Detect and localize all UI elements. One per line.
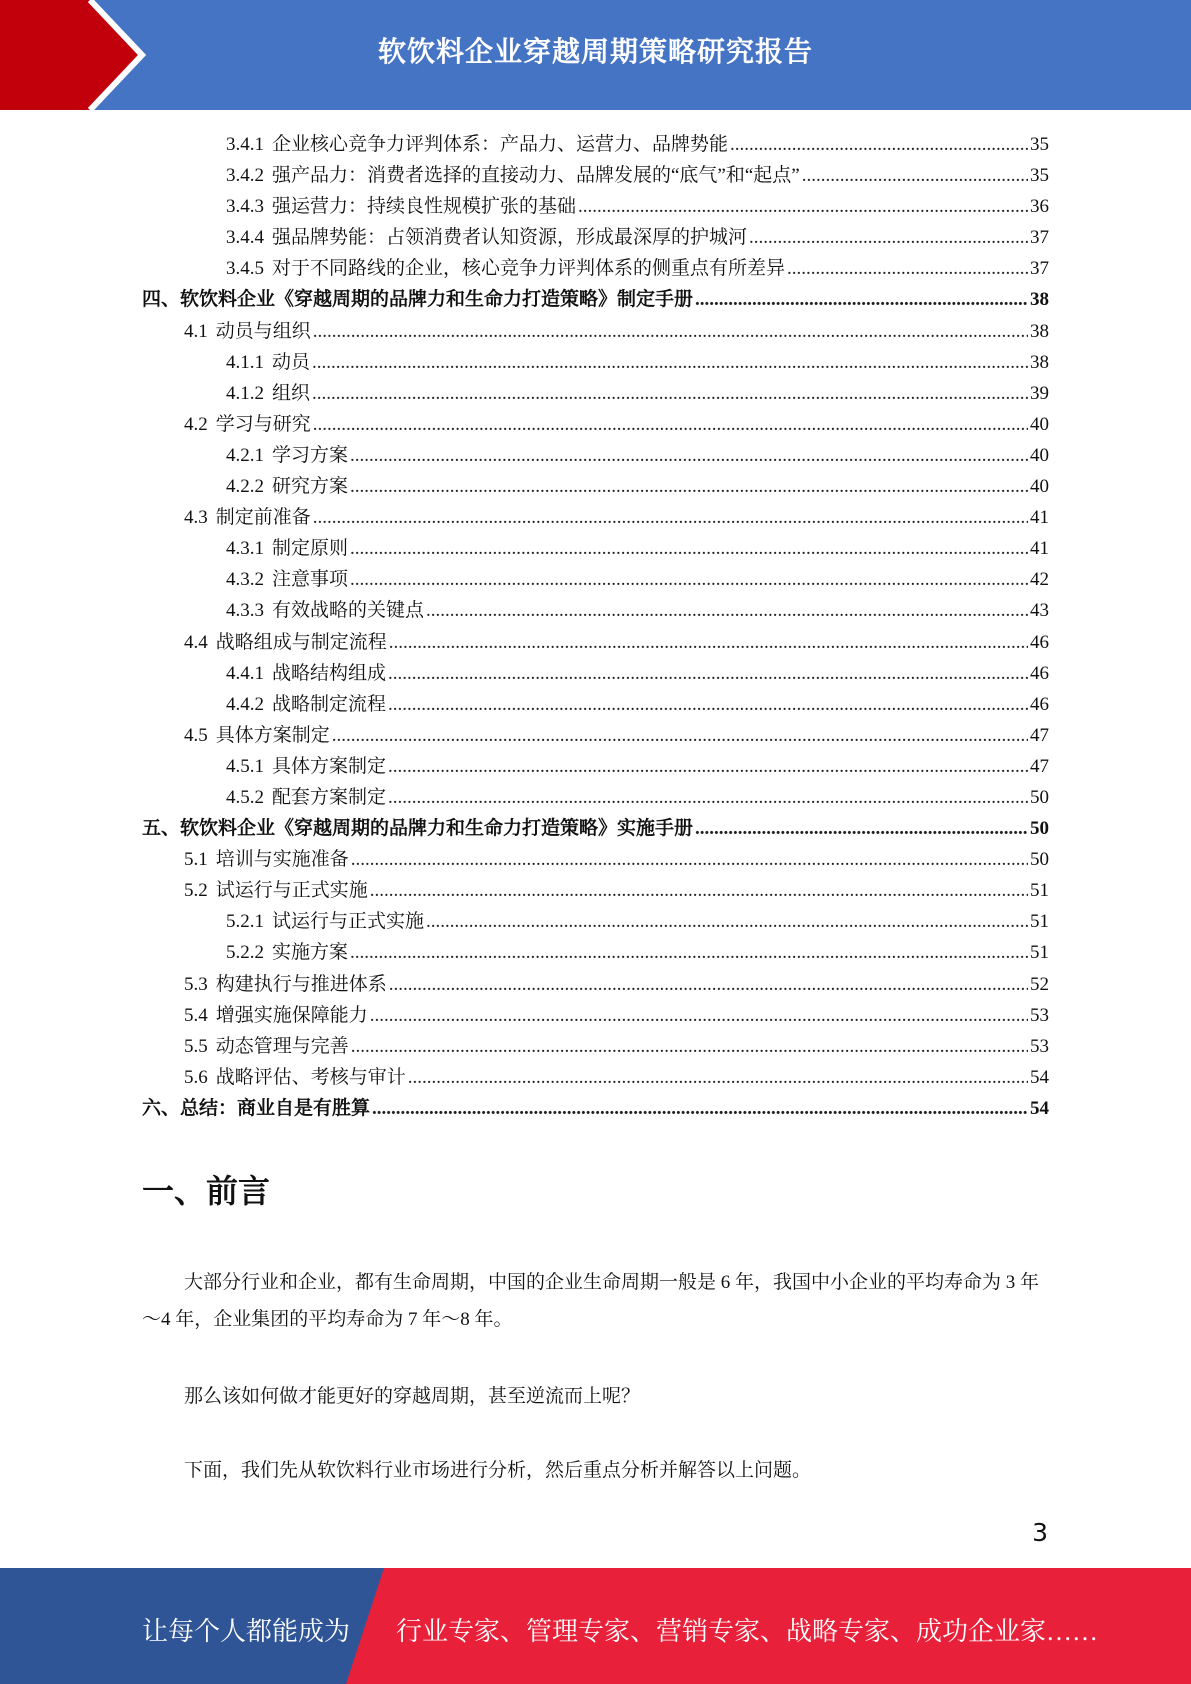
intro-paragraph-2: 那么该如何做才能更好的穿越周期，甚至逆流而上呢？ (184, 1386, 641, 1407)
toc-leader-dots (426, 595, 1028, 626)
toc-leader-dots (802, 160, 1028, 191)
toc-entry-title: 强品牌势能：占领消费者认知资源，形成最深厚的护城河 (272, 227, 748, 249)
toc-leader-dots (350, 471, 1028, 502)
toc-entry-title: 实施方案 (272, 942, 349, 964)
toc-entry-title: 制定原则 (272, 538, 349, 560)
toc-entry-number: 4.1 (184, 320, 208, 342)
toc-leader-dots (408, 1062, 1028, 1093)
toc-entry-number: 3.4.1 (226, 134, 264, 155)
toc-entry-page: 38 (1030, 351, 1049, 373)
toc-entry[interactable] (142, 316, 1049, 347)
toc-leader-dots (312, 347, 1028, 378)
toc-entry-page: 40 (1030, 413, 1049, 435)
toc-entry-page: 51 (1030, 880, 1049, 902)
toc-entry[interactable] (142, 720, 1049, 751)
toc-entry-number: 4.4.2 (226, 693, 264, 715)
toc-entry-number: 4.1.2 (226, 382, 264, 404)
table-of-contents (142, 129, 1049, 1124)
toc-entry[interactable] (142, 875, 1049, 906)
toc-entry-title: 具体方案制定 (215, 724, 330, 746)
toc-entry-page: 50 (1030, 818, 1049, 840)
intro-paragraph-3: 下面，我们先从软饮料行业市场进行分析，然后重点分析并解答以上问题。 (184, 1460, 812, 1481)
toc-entry-number: 5.5 (184, 1035, 208, 1057)
toc-entry-title: 组织 (272, 382, 311, 404)
toc-leader-dots (388, 782, 1028, 813)
toc-entry-page: 37 (1030, 227, 1049, 249)
page-header (0, 0, 1191, 110)
toc-entry[interactable] (142, 378, 1049, 409)
toc-entry-page: 40 (1030, 444, 1049, 466)
toc-leader-dots (372, 1093, 1028, 1124)
toc-entry-page: 43 (1030, 600, 1049, 622)
toc-entry-title: 制定前准备 (215, 507, 311, 529)
toc-entry-title: 配套方案制定 (272, 786, 387, 808)
toc-entry-number: 4.2.1 (226, 444, 264, 466)
toc-entry-number: 4.4 (184, 631, 208, 653)
footer-slogan-right: 行业专家、管理专家、营销专家、战略专家、成功企业家…… (396, 1617, 1099, 1646)
toc-leader-dots (388, 689, 1028, 720)
toc-entry[interactable] (142, 222, 1049, 253)
toc-entry[interactable] (142, 1000, 1049, 1031)
toc-entry-page: 38 (1030, 320, 1049, 342)
toc-entry[interactable] (142, 191, 1049, 222)
toc-entry-number: 5.4 (184, 1004, 208, 1026)
toc-entry-page: 47 (1030, 755, 1049, 777)
toc-entry-page: 38 (1030, 289, 1049, 311)
toc-entry[interactable] (142, 502, 1049, 533)
toc-entry[interactable] (142, 813, 1049, 844)
page-footer (0, 1568, 1191, 1684)
toc-entry-number: 4.1.1 (226, 351, 264, 373)
toc-entry[interactable] (142, 658, 1049, 689)
toc-entry-title: 动员与组织 (215, 320, 311, 342)
toc-entry-number: 5.2 (184, 880, 208, 902)
toc-entry-title: 注意事项 (272, 569, 349, 591)
toc-entry-page: 52 (1030, 973, 1049, 995)
toc-entry-number: 4.3.2 (226, 569, 264, 591)
toc-entry-number: 4.5.1 (226, 755, 264, 777)
toc-leader-dots (749, 222, 1028, 253)
toc-entry-title: 增强实施保障能力 (215, 1004, 368, 1026)
toc-entry-number: 4.3 (184, 507, 208, 529)
toc-leader-dots (313, 502, 1028, 533)
toc-entry[interactable] (142, 1062, 1049, 1093)
toc-entry[interactable] (142, 782, 1049, 813)
toc-entry-page: 41 (1030, 507, 1049, 529)
toc-entry-page: 46 (1030, 631, 1049, 653)
toc-entry-title: 试运行与正式实施 (215, 880, 368, 902)
toc-entry[interactable] (142, 751, 1049, 782)
toc-entry-title: 试运行与正式实施 (272, 911, 425, 933)
toc-leader-dots (370, 1000, 1028, 1031)
toc-entry-number: 5.1 (184, 849, 208, 871)
toc-entry-title: 对于不同路线的企业，核心竞争力评判体系的侧重点有所差异 (272, 258, 786, 280)
toc-entry-title: 有效战略的关键点 (272, 600, 425, 622)
toc-entry-page: 41 (1030, 538, 1049, 560)
toc-entry[interactable] (142, 844, 1049, 875)
toc-entry-number: 4.2 (184, 413, 208, 435)
toc-entry-title: 培训与实施准备 (215, 849, 349, 871)
toc-entry[interactable] (142, 284, 1049, 315)
header-title: 软饮料企业穿越周期策略研究报告 (377, 35, 813, 68)
toc-entry[interactable] (142, 409, 1049, 440)
toc-leader-dots (787, 253, 1028, 284)
page-number: 3 (1032, 1518, 1048, 1547)
toc-entry[interactable] (142, 1031, 1049, 1062)
toc-leader-dots (695, 813, 1028, 844)
toc-entry-page: 53 (1030, 1035, 1049, 1057)
toc-leader-dots (313, 316, 1028, 347)
toc-leader-dots (388, 751, 1028, 782)
toc-leader-dots (312, 378, 1028, 409)
toc-entry-title: 强运营力：持续良性规模扩张的基础 (272, 196, 577, 218)
toc-leader-dots (389, 969, 1028, 1000)
toc-leader-dots (350, 533, 1028, 564)
toc-entry-title: 战略制定流程 (272, 693, 387, 715)
toc-entry-title: 四、软饮料企业《穿越周期的品牌力和生命力打造策略》制定手册 (142, 289, 694, 311)
toc-entry-title: 战略组成与制定流程 (215, 631, 387, 653)
toc-entry[interactable] (142, 471, 1049, 502)
toc-entry-title: 具体方案制定 (272, 755, 387, 777)
toc-entry-page: 46 (1030, 662, 1049, 684)
toc-entry-page: 51 (1030, 911, 1049, 933)
toc-entry-number: 5.3 (184, 973, 208, 995)
toc-entry-number: 5.2.1 (226, 911, 264, 933)
toc-entry[interactable] (142, 595, 1049, 626)
toc-entry-title: 学习方案 (272, 444, 349, 466)
toc-entry-title: 战略评估、考核与审计 (215, 1066, 406, 1088)
toc-entry-number: 4.5.2 (226, 786, 264, 808)
toc-entry-number: 4.5 (184, 724, 208, 746)
toc-leader-dots (695, 284, 1028, 315)
intro-paragraph-1: 大部分行业和企业，都有生命周期，中国的企业生命周期一般是 6 年，我国中小企业的平均寿命为 3 年～4 年，企业集团的平均寿命为 7 年～8 年。 (142, 1272, 1040, 1330)
toc-entry-title: 研究方案 (272, 476, 349, 498)
toc-entry-title: 动员 (272, 351, 311, 373)
toc-entry-title: 构建执行与推进体系 (215, 973, 387, 995)
toc-entry-page: 50 (1030, 849, 1049, 871)
toc-leader-dots (351, 844, 1028, 875)
toc-entry-page: 36 (1030, 196, 1049, 218)
footer-slogan-left: 让每个人都能成为 (142, 1617, 351, 1646)
toc-entry-number: 4.3.3 (226, 600, 264, 622)
toc-entry[interactable] (142, 906, 1049, 937)
toc-entry[interactable] (142, 533, 1049, 564)
toc-entry-number: 3.4.4 (226, 227, 264, 249)
toc-entry-page: 35 (1030, 165, 1049, 187)
toc-entry-page: 37 (1030, 258, 1049, 280)
toc-entry[interactable] (142, 1093, 1049, 1124)
toc-entry-title: 学习与研究 (215, 413, 311, 435)
section-title: 一、前言 (142, 1172, 271, 1210)
toc-entry[interactable] (142, 627, 1049, 658)
toc-entry-title: 动态管理与完善 (215, 1035, 349, 1057)
toc-leader-dots (389, 627, 1028, 658)
toc-entry[interactable] (142, 969, 1049, 1000)
toc-entry-page: 40 (1030, 476, 1049, 498)
toc-entry[interactable] (142, 440, 1049, 471)
toc-entry[interactable] (142, 160, 1049, 191)
toc-entry-page: 50 (1030, 786, 1049, 808)
toc-entry[interactable] (142, 129, 1049, 160)
toc-leader-dots (388, 658, 1028, 689)
toc-entry-title: 战略结构组成 (272, 662, 387, 684)
toc-entry[interactable] (142, 689, 1049, 720)
toc-leader-dots (350, 564, 1028, 595)
toc-entry-number: 4.2.2 (226, 476, 264, 498)
toc-entry-title: 六、总结：商业自是有胜算 (142, 1097, 371, 1119)
toc-entry-number: 3.4.3 (226, 196, 264, 218)
toc-entry-page: 35 (1030, 134, 1049, 155)
toc-entry-number: 5.6 (184, 1066, 208, 1088)
toc-entry-number: 5.2.2 (226, 942, 264, 964)
toc-entry-page: 54 (1030, 1066, 1049, 1088)
toc-leader-dots (313, 409, 1028, 440)
toc-entry-number: 3.4.5 (226, 258, 264, 280)
toc-entry-number: 4.3.1 (226, 538, 264, 560)
toc-entry-number: 4.4.1 (226, 662, 264, 684)
toc-leader-dots (730, 129, 1028, 160)
toc-leader-dots (350, 440, 1028, 471)
toc-entry-number: 3.4.2 (226, 165, 264, 187)
toc-entry-title: 强产品力：消费者选择的直接动力、品牌发展的“底气”和“起点” (272, 165, 800, 187)
toc-leader-dots (426, 906, 1028, 937)
toc-leader-dots (350, 937, 1028, 968)
toc-entry-page: 42 (1030, 569, 1049, 591)
toc-entry[interactable] (142, 937, 1049, 968)
toc-entry-page: 53 (1030, 1004, 1049, 1026)
toc-entry-page: 51 (1030, 942, 1049, 964)
toc-entry-page: 46 (1030, 693, 1049, 715)
toc-leader-dots (332, 720, 1028, 751)
toc-entry-page: 54 (1030, 1097, 1049, 1119)
toc-entry-page: 47 (1030, 724, 1049, 746)
toc-leader-dots (351, 1031, 1028, 1062)
toc-entry-title: 五、软饮料企业《穿越周期的品牌力和生命力打造策略》实施手册 (142, 818, 694, 840)
toc-entry[interactable] (142, 253, 1049, 284)
toc-leader-dots (578, 191, 1028, 222)
toc-entry-page: 39 (1030, 382, 1049, 404)
toc-entry[interactable] (142, 347, 1049, 378)
toc-entry-title: 企业核心竞争力评判体系：产品力、运营力、品牌势能 (272, 134, 729, 155)
toc-entry[interactable] (142, 564, 1049, 595)
toc-leader-dots (370, 875, 1028, 906)
